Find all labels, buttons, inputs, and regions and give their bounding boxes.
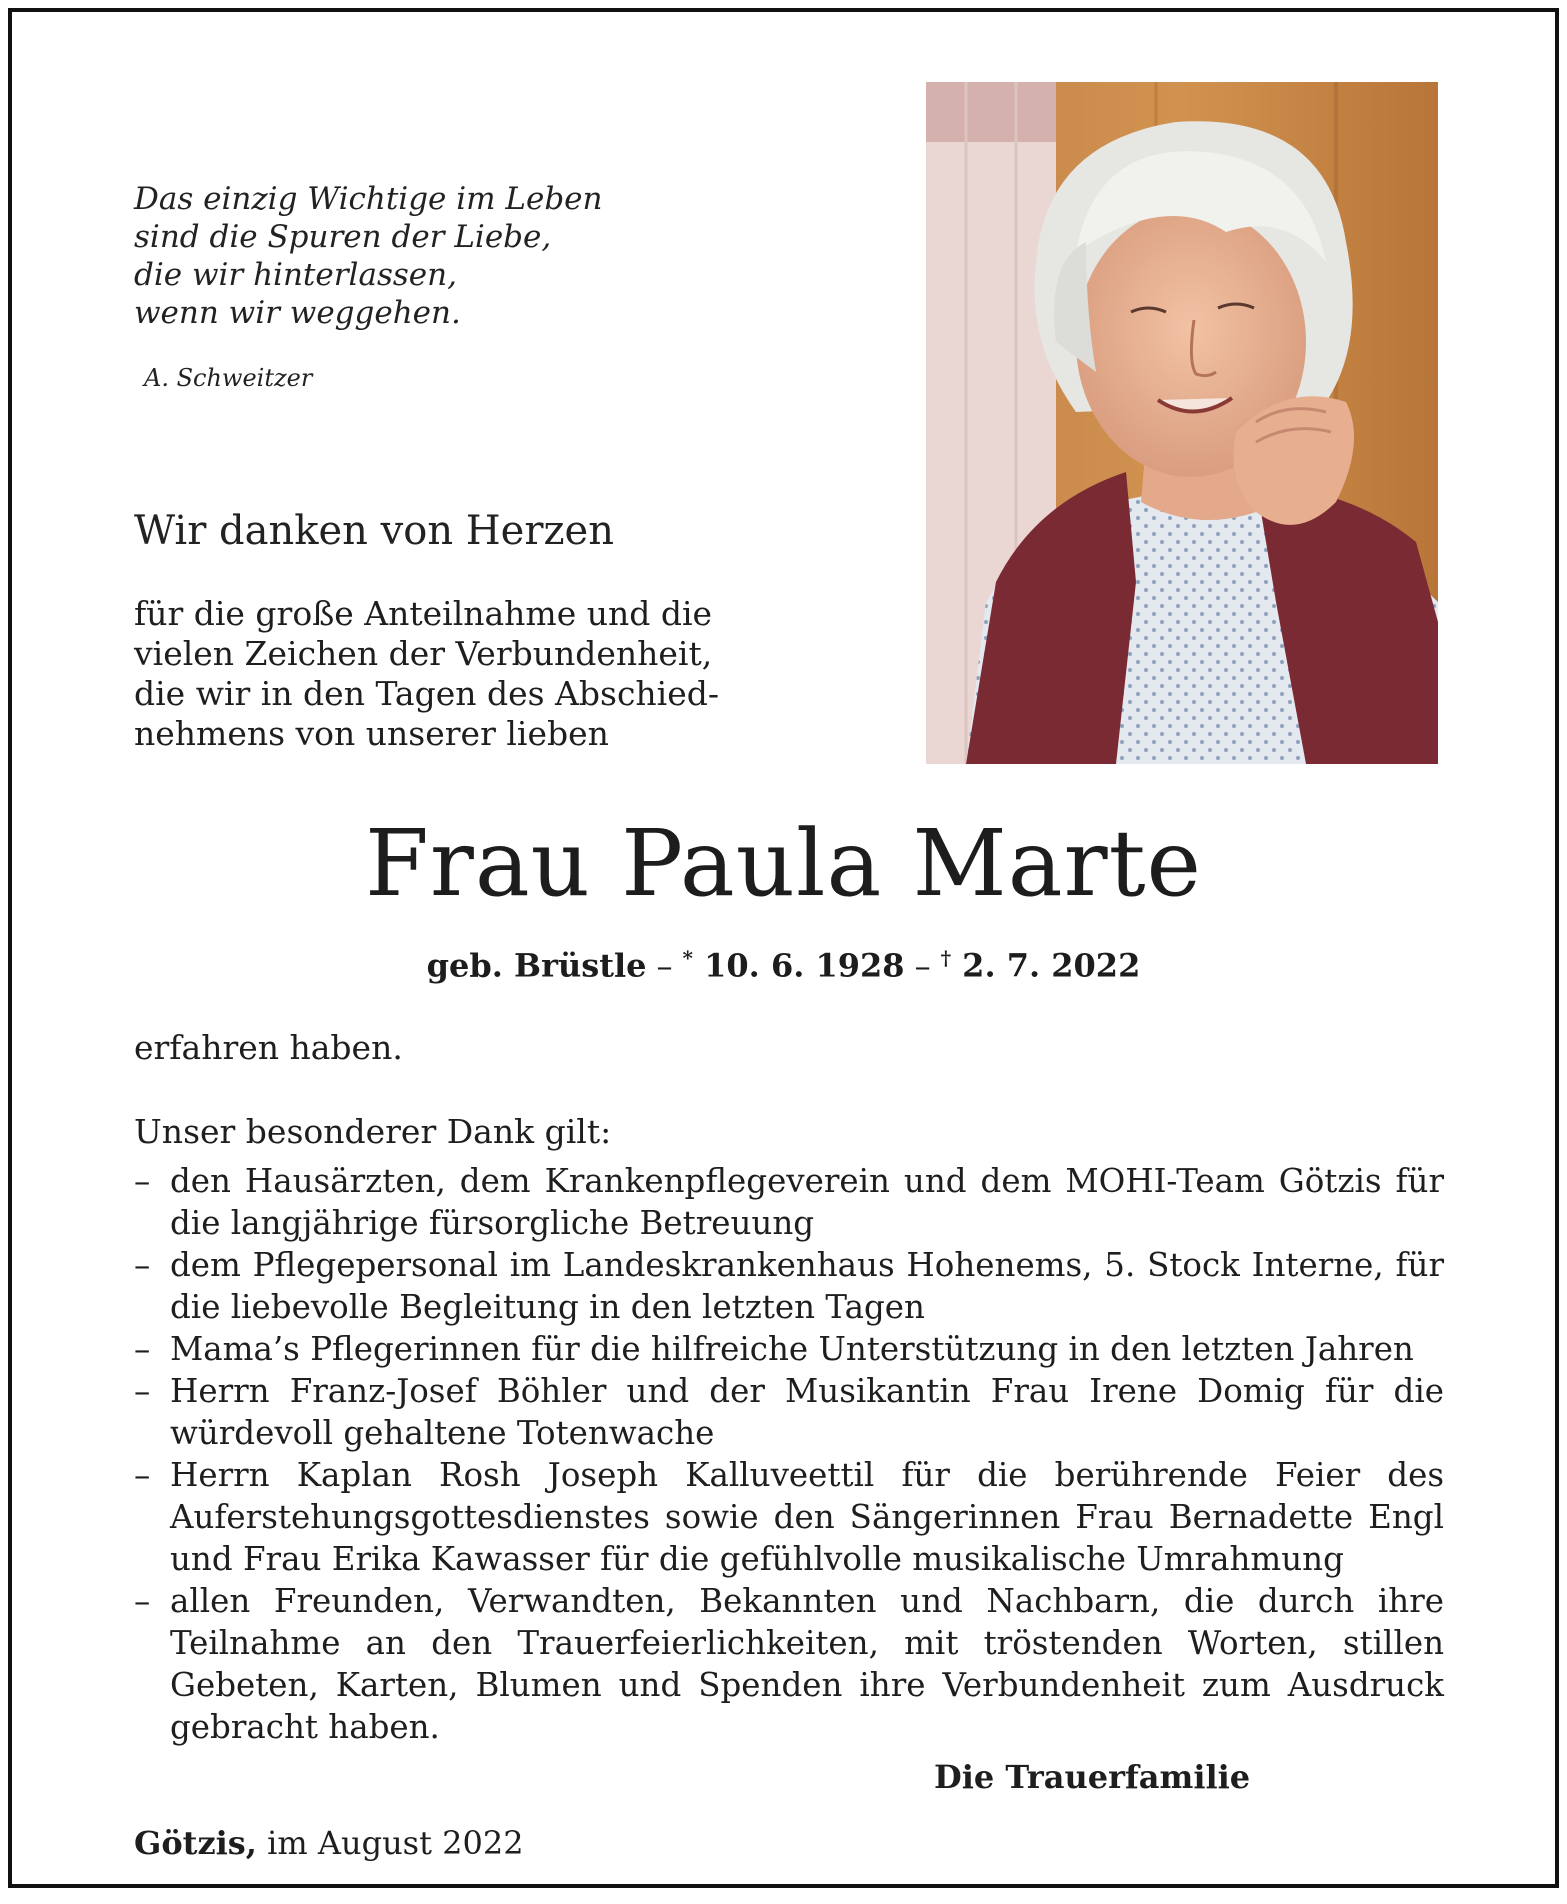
intro-line: nehmens von unserer lieben: [134, 714, 609, 753]
quote-line: Das einzig Wichtige im Leben: [134, 181, 603, 217]
intro-line: die wir in den Tagen des Abschied-: [134, 674, 720, 713]
obituary-card: [8, 8, 1559, 1888]
portrait-photo: [926, 82, 1438, 764]
list-item-text: den Hausärzten, dem Krankenpflegeverein und dem MOHI-Team Götzis für die langjährige fürsorgliche Betreuung: [170, 1162, 1444, 1242]
dash: –: [134, 1456, 151, 1494]
dash: –: [134, 1330, 151, 1368]
quote-line: die wir hinterlassen,: [134, 257, 457, 293]
dash: –: [134, 1162, 151, 1200]
separator: –: [656, 946, 673, 985]
footer-date: im August 2022: [267, 1824, 524, 1862]
footer-place: Götzis,: [134, 1824, 257, 1862]
dank-heading: Unser besonderer Dank gilt:: [134, 1112, 612, 1151]
quote-line: wenn wir weggehen.: [134, 295, 461, 331]
list-item-text: Herrn Franz-Josef Böhler und der Musikantin Frau Irene Domig für die würdevoll gehaltene Totenwache: [170, 1372, 1444, 1452]
deceased-name: Frau Paula Marte: [365, 810, 1202, 917]
quote-line: sind die Spuren der Liebe,: [134, 219, 552, 255]
dash: –: [134, 1372, 151, 1410]
list-item-text: Mama’s Pflegerinnen für die hilfreiche Unterstützung in den letzten Jahren: [170, 1330, 1414, 1368]
birth-date: 10. 6. 1928: [704, 946, 905, 985]
list-item: [134, 1160, 1444, 1244]
separator: –: [914, 946, 931, 985]
quote: [134, 180, 603, 332]
signature: Die Trauerfamilie: [934, 1758, 1251, 1796]
intro-line: vielen Zeichen der Verbundenheit,: [134, 634, 713, 673]
portrait-illustration: [926, 82, 1438, 764]
list-item-text: allen Freunden, Verwandten, Bekannten und Nachbarn, die durch ihre Teilnahme an den Trauerfeierlichkeiten, mit tröstenden Worten, stillen Gebeten, Karten, Blumen und Spenden ihre Verbundenheit zum Ausdruck gebracht haben.: [170, 1582, 1444, 1746]
death-symbol: †: [940, 946, 952, 970]
list-item-text: Herrn Kaplan Rosh Joseph Kalluveettil für die berührende Feier des Auferstehungsgottesdienstes sowie den Sängerinnen Frau Bernadette Engl und Frau Erika Kawasser für die gefühlvolle musikalische Umrahmung: [170, 1456, 1444, 1578]
list-item-text: dem Pflegepersonal im Landeskrankenhaus Hohenems, 5. Stock Interne, für die liebevolle Begleitung in den letzten Tagen: [170, 1246, 1444, 1326]
birth-symbol: *: [682, 946, 693, 970]
maiden-name: geb. Brüstle: [426, 946, 647, 985]
thanks-heading: Wir danken von Herzen: [134, 508, 614, 554]
quote-author: A. Schweitzer: [144, 364, 313, 392]
thanks-intro: [134, 594, 754, 754]
list-item: [134, 1454, 1444, 1580]
list-item: [134, 1244, 1444, 1328]
intro-line: für die große Anteilnahme und die: [134, 594, 713, 633]
footer: [134, 1824, 524, 1862]
dash: –: [134, 1582, 151, 1620]
erfahren-text: erfahren haben.: [134, 1028, 403, 1067]
thanks-list: [134, 1160, 1444, 1748]
dash: –: [134, 1246, 151, 1284]
list-item: [134, 1328, 1444, 1370]
list-item: [134, 1580, 1444, 1748]
deceased-dates: [12, 946, 1555, 985]
death-date: 2. 7. 2022: [962, 946, 1141, 985]
list-item: [134, 1370, 1444, 1454]
